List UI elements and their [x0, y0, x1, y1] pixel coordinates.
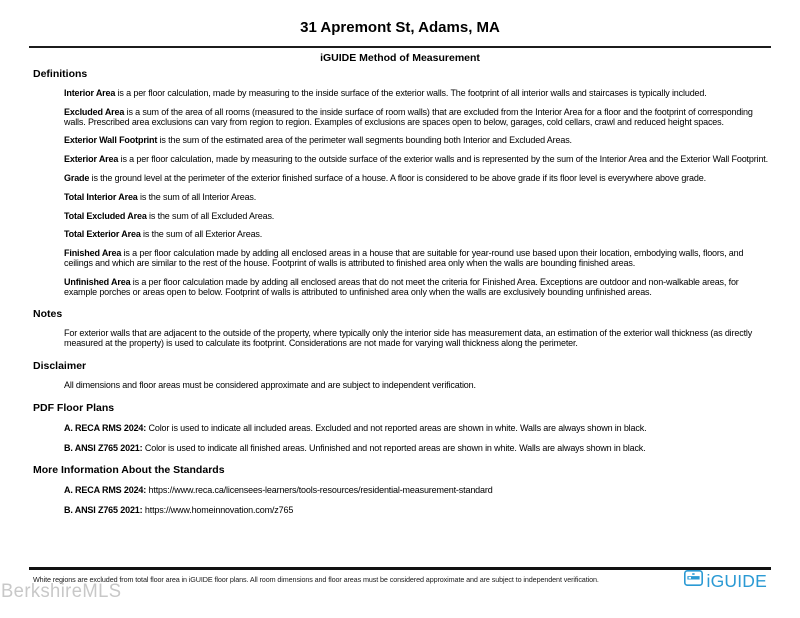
berkshire-mls-watermark: BerkshireMLS	[1, 581, 122, 602]
definition-term: Total Excluded Area	[64, 210, 147, 221]
more-info-item-reca	[64, 486, 770, 496]
definition-text: is a sum of the area of all rooms (measured to the inside surface of room walls) that are excluded from the Interior Area for a floor and the footprint of corresponding walls. Prescribed area exclusions can vary from region to region. Examples of exclusions are spaces open to below, garages, cold cellars, crawl and reduced height spaces.	[64, 106, 753, 127]
disclaimer-heading: Disclaimer	[33, 359, 87, 372]
standard-label: A. RECA RMS 2024:	[64, 485, 147, 496]
definition-text: is a per floor calculation made by adding all enclosed areas in a house that are suitable for year-round use based upon their location, embodying walls, floors, and ceilings and which are similar to the rest of the house. Footprint of walls is attributed to finished area only when the walls are bounding finished areas.	[64, 248, 744, 268]
definition-text: is the sum of all Interior Areas.	[137, 191, 257, 202]
footer-divider	[29, 567, 771, 570]
definitions-heading: Definitions	[33, 68, 88, 80]
standard-text: Color is used to indicate all included areas. Excluded and not reported areas are shown in white. Walls are always shown in black.	[146, 422, 647, 433]
definition-term: Total Interior Area	[64, 191, 138, 202]
definition-grade	[64, 174, 770, 184]
disclaimer-text: All dimensions and floor areas must be considered approximate and are subject to independent verification.	[64, 379, 476, 390]
pdf-item-ansi	[64, 444, 770, 454]
definition-exterior-wall-footprint	[64, 136, 770, 146]
pdf-item-reca	[64, 424, 770, 434]
title-divider	[29, 46, 771, 48]
iguide-logo-text: iGUIDE	[706, 570, 767, 591]
definition-excluded-area	[64, 108, 770, 128]
definition-text: is the ground level at the perimeter of the exterior finished surface of a house. A floor is considered to be above grade if its floor level is everywhere above grade.	[89, 172, 706, 183]
document-subtitle: iGUIDE Method of Measurement	[320, 52, 480, 64]
definition-finished-area	[64, 249, 770, 269]
document-body	[33, 69, 770, 516]
pdf-floor-plans-heading: PDF Floor Plans	[33, 401, 115, 414]
definition-total-excluded-area	[64, 212, 770, 222]
definition-total-interior-area	[64, 193, 770, 203]
definition-unfinished-area	[64, 278, 770, 298]
definition-text: is the sum of all Excluded Areas.	[146, 210, 275, 221]
definition-term: Excluded Area	[64, 106, 125, 117]
definition-exterior-area	[64, 155, 770, 165]
definition-text: is the sum of the estimated area of the perimeter wall segments bounding both Interior and Excluded Areas.	[157, 135, 572, 146]
iguide-logo-icon	[684, 570, 703, 591]
definition-term: Total Exterior Area	[64, 229, 141, 240]
notes-text: For exterior walls that are adjacent to the outside of the property, where typically only the interior side has measurement data, an estimation of the exterior wall thickness (as directly measured at the property) is used to calculate its footprint. Considerations are not made for varying wall thickness along the perimeter.	[64, 328, 753, 349]
definition-term: Unfinished Area	[64, 276, 131, 287]
iguide-logo	[684, 570, 767, 591]
standard-label: B. ANSI Z765 2021:	[64, 505, 143, 516]
standard-text: Color is used to indicate all finished areas. Unfinished and not reported areas are shown in white. Walls are always shown in black.	[142, 442, 646, 453]
reca-standard-url[interactable]: https://www.reca.ca/licensees-learners/tools-resources/residential-measurement-standard	[146, 485, 493, 496]
definition-term: Interior Area	[64, 88, 116, 98]
definition-text: is a per floor calculation, made by measuring to the inside surface of the exterior walls. The footprint of all interior walls and staircases is typically included.	[115, 88, 707, 98]
more-info-heading: More Information About the Standards	[33, 464, 225, 477]
definition-term: Exterior Area	[64, 154, 119, 165]
definition-text: is the sum of all Exterior Areas.	[140, 229, 263, 240]
definition-text: is a per floor calculation made by adding all enclosed areas that do not meet the criteria for Finished Area. Exceptions are outdoor and non-walkable areas, for example porches or areas open to below. Footprint of walls is attributed to unfinished area only when the walls are exclusively bounding unfinished areas.	[64, 276, 739, 297]
footer-disclaimer-text: White regions are excluded from total floor area in iGUIDE floor plans. All room dimensions and floor areas must be considered approximate and are subject to independent verification.	[33, 575, 599, 584]
ansi-standard-url[interactable]: https://www.homeinnovation.com/z765	[142, 505, 294, 516]
notes-heading: Notes	[33, 308, 63, 321]
page-title: 31 Apremont St, Adams, MA	[300, 19, 500, 36]
definition-term: Finished Area	[64, 248, 122, 259]
definition-interior-area	[64, 89, 770, 99]
standard-label: B. ANSI Z765 2021:	[64, 442, 143, 453]
definition-term: Exterior Wall Footprint	[64, 135, 158, 146]
standard-label: A. RECA RMS 2024:	[64, 422, 147, 433]
definition-term: Grade	[64, 172, 90, 183]
more-info-item-ansi	[64, 506, 770, 516]
definition-text: is a per floor calculation, made by measuring to the outside surface of the exterior walls and is represented by the sum of the Interior Area and the Exterior Wall Footprint.	[118, 154, 769, 165]
definition-total-exterior-area	[64, 230, 770, 240]
